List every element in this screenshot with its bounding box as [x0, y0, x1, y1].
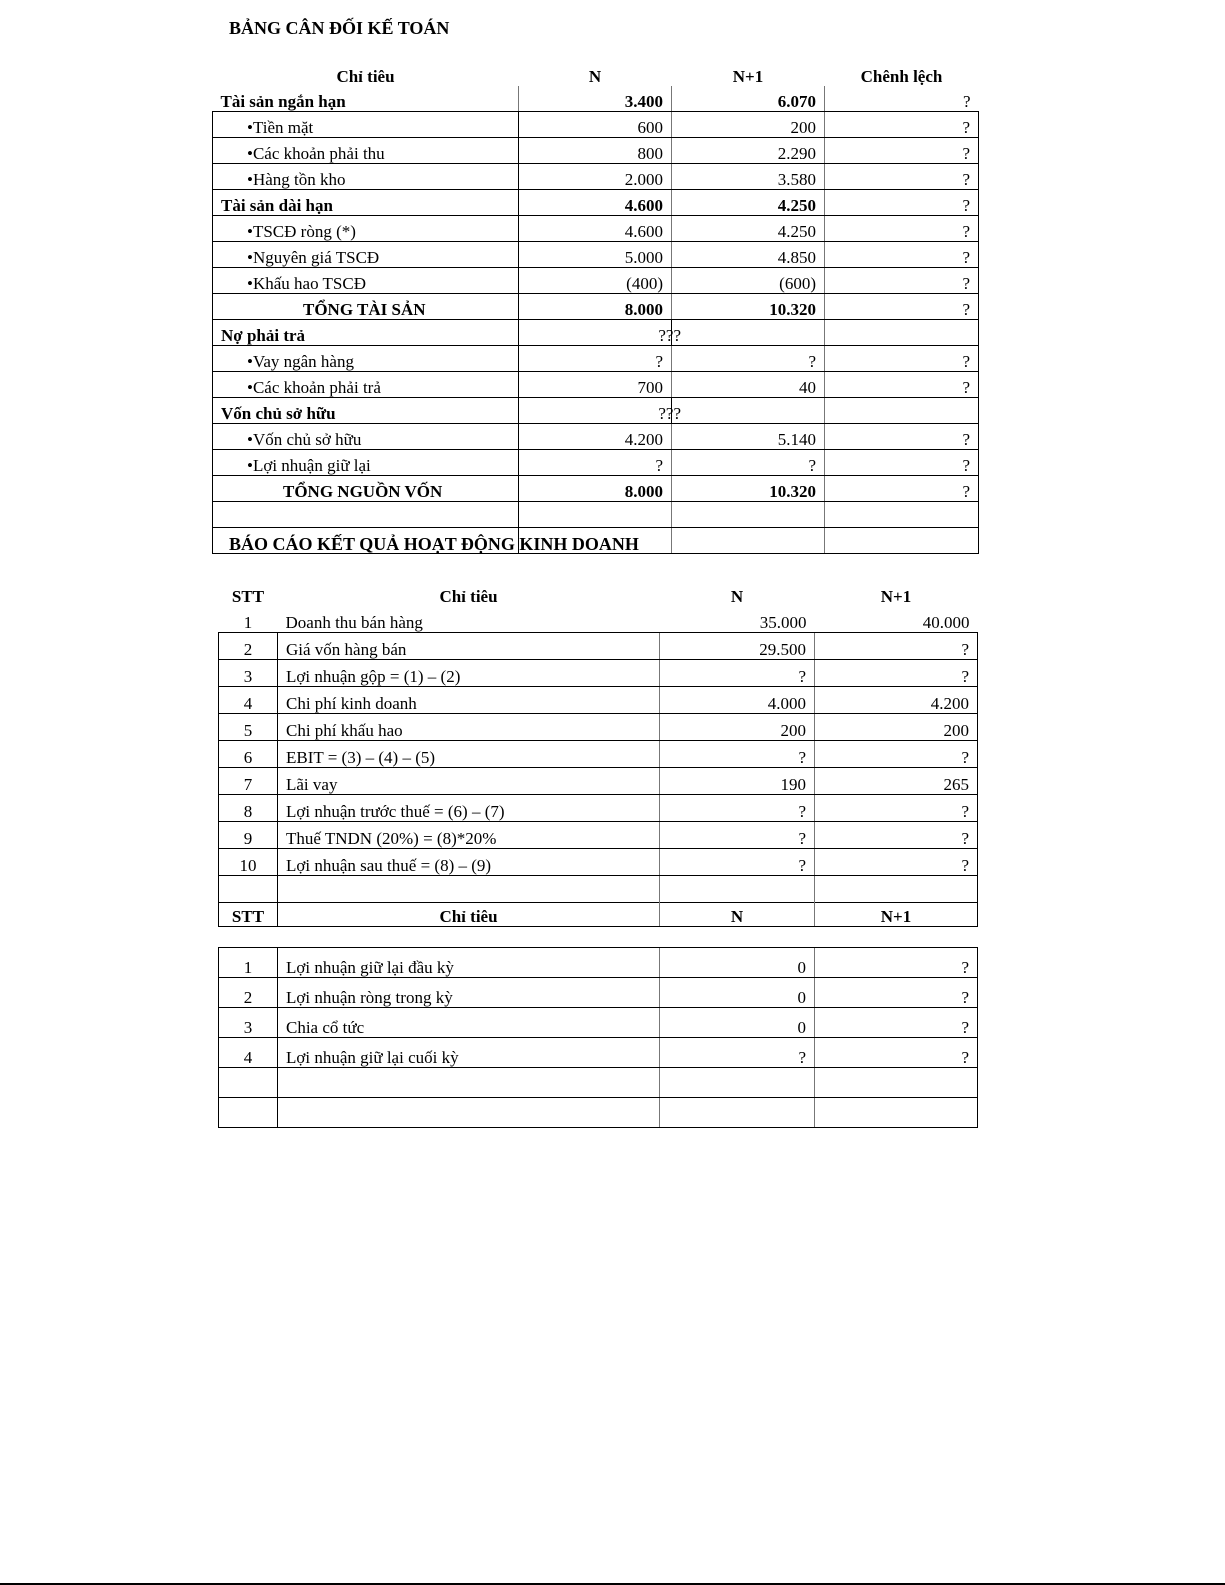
row-stt: 2: [219, 978, 278, 1008]
table-row: [219, 795, 978, 822]
table-row: [219, 714, 978, 741]
row-value-n1: 4.850: [672, 242, 825, 268]
row-value-n: 3.400: [519, 86, 672, 112]
row-label: Chi phí khấu hao: [278, 714, 660, 741]
table-row: [213, 268, 979, 294]
row-value-n1: [672, 398, 825, 424]
row-value-n: 600: [519, 112, 672, 138]
row-value-n: ?: [519, 346, 672, 372]
table-row: [213, 190, 979, 216]
empty-cell: [278, 876, 660, 903]
row-value-n1: ?: [815, 1008, 978, 1038]
table-row: [219, 849, 978, 876]
empty-cell: [278, 1098, 660, 1128]
row-value-diff: [825, 398, 979, 424]
row-label: •Lợi nhuận giữ lại: [213, 450, 519, 476]
row-value-n1: [672, 320, 825, 346]
table-row: [219, 978, 978, 1008]
row-value-n: 700: [519, 372, 672, 398]
empty-cell: [672, 528, 825, 554]
row-label: TỔNG TÀI SẢN: [213, 294, 519, 320]
row-stt: 4: [219, 687, 278, 714]
table-row: [213, 138, 979, 164]
balance-sheet-table: [212, 60, 979, 554]
spacer-row: [213, 502, 979, 528]
income-statement-title: BÁO CÁO KẾT QUẢ HOẠT ĐỘNG KINH DOANH: [213, 528, 519, 554]
spacer-row: [219, 876, 978, 903]
table-row: [219, 822, 978, 849]
row-value-n1: ?: [672, 450, 825, 476]
row-label: Giá vốn hàng bán: [278, 633, 660, 660]
row-label: Doanh thu bán hàng: [278, 606, 660, 633]
row-label: Lợi nhuận gộp = (1) – (2): [278, 660, 660, 687]
row-value-n1: 5.140: [672, 424, 825, 450]
row-value-n1: 200: [672, 112, 825, 138]
row-label: •Nguyên giá TSCĐ: [213, 242, 519, 268]
balance-sheet-title: BẢNG CÂN ĐỐI KẾ TOÁN: [229, 18, 450, 38]
row-label: •Các khoản phải thu: [213, 138, 519, 164]
row-value-diff: ?: [825, 190, 979, 216]
table-row: [219, 948, 978, 978]
row-value-n1: ?: [815, 822, 978, 849]
row-value-n1: ?: [815, 633, 978, 660]
row-value-diff: ?: [825, 294, 979, 320]
row-label: •Vốn chủ sở hữu: [213, 424, 519, 450]
table-row: [213, 216, 979, 242]
row-label: Lợi nhuận ròng trong kỳ: [278, 978, 660, 1008]
table-row: [213, 476, 979, 502]
balance-sheet-header: [213, 60, 979, 86]
row-value-n: 2.000: [519, 164, 672, 190]
row-value-n: (400): [519, 268, 672, 294]
row-value-n: ???: [529, 320, 682, 346]
table-row: [213, 242, 979, 268]
row-label: Thuế TNDN (20%) = (8)*20%: [278, 822, 660, 849]
row-stt: 2: [219, 633, 278, 660]
row-value-n1: 6.070: [672, 86, 825, 112]
empty-cell: [278, 1068, 660, 1098]
empty-cell: [219, 876, 278, 903]
row-value-n: ?: [660, 849, 815, 876]
empty-cell: [815, 1098, 978, 1128]
header-chi-tieu: Chỉ tiêu: [278, 900, 660, 927]
row-value-n: ?: [660, 741, 815, 768]
row-value-diff: ?: [825, 268, 979, 294]
spacer-row: [219, 1098, 978, 1128]
header-n1: N+1: [880, 587, 912, 606]
row-value-n1: ?: [815, 948, 978, 978]
retained-earnings-table: [218, 900, 978, 1128]
row-value-n1: ?: [815, 795, 978, 822]
row-value-n: 4.600: [519, 216, 672, 242]
row-stt: 1: [219, 606, 278, 633]
row-label: •TSCĐ ròng (*): [213, 216, 519, 242]
table-row: [213, 424, 979, 450]
income-statement-table: [218, 578, 978, 903]
table-row: [213, 372, 979, 398]
row-value-n: 8.000: [519, 294, 672, 320]
table-row: [219, 660, 978, 687]
row-label: Vốn chủ sở hữu: [213, 398, 519, 424]
row-label: •Vay ngân hàng: [213, 346, 519, 372]
row-value-diff: [825, 320, 979, 346]
row-value-n1: 40.000: [815, 606, 978, 633]
row-value-n: 35.000: [660, 606, 815, 633]
row-stt: 1: [219, 948, 278, 978]
row-label: Chia cổ tức: [278, 1008, 660, 1038]
row-stt: 6: [219, 741, 278, 768]
empty-cell: [672, 502, 825, 528]
table-row: [213, 450, 979, 476]
row-value-n1: 265: [815, 768, 978, 795]
row-value-n: 4.200: [519, 424, 672, 450]
row-value-n1: ?: [815, 660, 978, 687]
row-value-n1: 200: [815, 714, 978, 741]
table-row: [213, 346, 979, 372]
row-value-diff: ?: [825, 112, 979, 138]
row-value-diff: ?: [825, 138, 979, 164]
row-value-n: ?: [660, 1038, 815, 1068]
header-n: N: [588, 67, 602, 86]
row-value-n1: 40: [672, 372, 825, 398]
table-row: [219, 606, 978, 633]
row-label: Lợi nhuận giữ lại cuối kỳ: [278, 1038, 660, 1068]
header-chi-tieu: Chỉ tiêu: [439, 587, 498, 606]
table-row: [213, 164, 979, 190]
row-stt: 9: [219, 822, 278, 849]
row-label: Tài sản ngắn hạn: [213, 86, 519, 112]
row-value-n: 0: [660, 978, 815, 1008]
spacer-row: [219, 927, 978, 948]
row-value-diff: ?: [825, 86, 979, 112]
row-value-n: ???: [529, 398, 682, 424]
row-label: •Khấu hao TSCĐ: [213, 268, 519, 294]
empty-cell: [815, 876, 978, 903]
header-stt: STT: [219, 900, 278, 927]
table-row: [213, 86, 979, 112]
spacer-row: [219, 1068, 978, 1098]
row-stt: 8: [219, 795, 278, 822]
table-row: [219, 741, 978, 768]
retained-earnings-header: [219, 900, 978, 927]
row-value-diff: ?: [825, 242, 979, 268]
row-value-n: 29.500: [660, 633, 815, 660]
row-value-n: 8.000: [519, 476, 672, 502]
row-value-n: 4.600: [519, 190, 672, 216]
row-stt: 5: [219, 714, 278, 741]
row-stt: 3: [219, 1008, 278, 1038]
empty-cell: [219, 1068, 278, 1098]
row-value-n1: 4.250: [672, 216, 825, 242]
row-label: Tài sản dài hạn: [213, 190, 519, 216]
row-label: •Tiền mặt: [213, 112, 519, 138]
empty-cell: [825, 528, 979, 554]
row-stt: 7: [219, 768, 278, 795]
row-value-n: 190: [660, 768, 815, 795]
table-row: [219, 633, 978, 660]
row-stt: 3: [219, 660, 278, 687]
row-value-n1: 4.200: [815, 687, 978, 714]
table-row: [213, 294, 979, 320]
empty-cell: [519, 502, 672, 528]
empty-cell: [219, 1098, 278, 1128]
row-stt: 10: [219, 849, 278, 876]
row-value-diff: ?: [825, 450, 979, 476]
row-value-n: 800: [519, 138, 672, 164]
header-n: N: [730, 587, 744, 606]
row-label: Lãi vay: [278, 768, 660, 795]
header-chenh-lech: Chênh lệch: [860, 67, 943, 86]
row-value-n: 0: [660, 948, 815, 978]
row-label: •Các khoản phải trả: [213, 372, 519, 398]
row-value-diff: ?: [825, 424, 979, 450]
row-value-n: ?: [519, 450, 672, 476]
row-value-n: ?: [660, 660, 815, 687]
empty-cell: [815, 1068, 978, 1098]
row-value-diff: ?: [825, 346, 979, 372]
empty-cell: [660, 1068, 815, 1098]
row-value-n: 5.000: [519, 242, 672, 268]
row-stt: 4: [219, 1038, 278, 1068]
row-value-n1: ?: [815, 741, 978, 768]
empty-cell: [660, 1098, 815, 1128]
table-row: [213, 398, 979, 424]
row-label: Lợi nhuận giữ lại đầu kỳ: [278, 948, 660, 978]
row-value-n1: ?: [815, 849, 978, 876]
row-value-n1: 2.290: [672, 138, 825, 164]
header-stt: STT: [231, 587, 265, 606]
table-row: [213, 112, 979, 138]
table-row: [219, 1038, 978, 1068]
row-value-n: 0: [660, 1008, 815, 1038]
row-value-n1: ?: [815, 978, 978, 1008]
empty-cell: [660, 876, 815, 903]
header-chi-tieu: Chỉ tiêu: [336, 67, 395, 86]
header-n: N: [660, 900, 815, 927]
table-row: [213, 320, 979, 346]
row-label: EBIT = (3) – (4) – (5): [278, 741, 660, 768]
row-label: Chi phí kinh doanh: [278, 687, 660, 714]
row-value-diff: ?: [825, 164, 979, 190]
row-value-n1: 10.320: [672, 294, 825, 320]
row-value-n: ?: [660, 795, 815, 822]
table-row: [219, 1008, 978, 1038]
header-n1: N+1: [815, 900, 978, 927]
row-label: Nợ phải trả: [213, 320, 519, 346]
row-value-diff: ?: [825, 476, 979, 502]
row-label: Lợi nhuận trước thuế = (6) – (7): [278, 795, 660, 822]
row-label: Lợi nhuận sau thuế = (8) – (9): [278, 849, 660, 876]
row-value-n: 4.000: [660, 687, 815, 714]
row-value-n1: (600): [672, 268, 825, 294]
row-value-n1: ?: [815, 1038, 978, 1068]
row-value-n1: ?: [672, 346, 825, 372]
empty-cell: [825, 502, 979, 528]
row-value-n: ?: [660, 822, 815, 849]
header-n1: N+1: [732, 67, 764, 86]
empty-cell: [213, 502, 519, 528]
table-row: [219, 687, 978, 714]
row-value-diff: ?: [825, 216, 979, 242]
income-statement-header: [219, 578, 978, 606]
table-row: [219, 768, 978, 795]
row-value-n1: 10.320: [672, 476, 825, 502]
row-value-diff: ?: [825, 372, 979, 398]
row-value-n1: 4.250: [672, 190, 825, 216]
income-title-row: [213, 528, 979, 554]
row-label: TỔNG NGUỒN VỐN: [213, 476, 519, 502]
row-value-n1: 3.580: [672, 164, 825, 190]
row-label: •Hàng tồn kho: [213, 164, 519, 190]
row-value-n: 200: [660, 714, 815, 741]
